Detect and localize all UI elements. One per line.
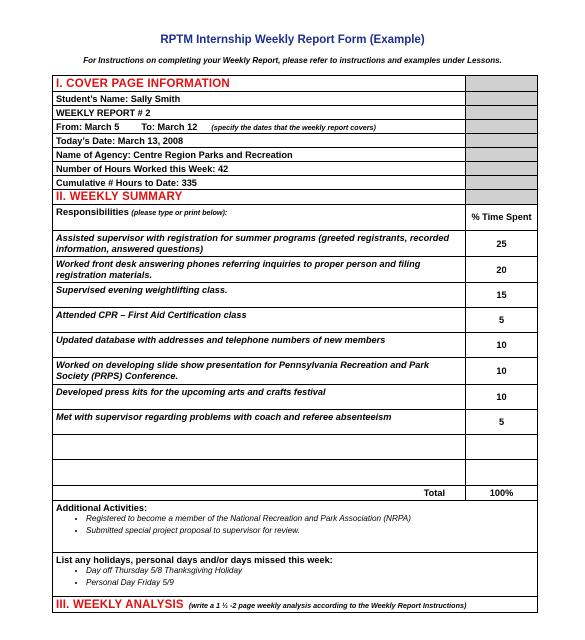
cover-heading-cell [53, 76, 466, 92]
weekly-report-number-field[interactable]: WEEKLY REPORT # 2 [53, 106, 466, 120]
responsibilities-header [53, 205, 466, 231]
agency-name-field[interactable]: Name of Agency: Centre Region Parks and Recreation [53, 148, 466, 162]
responsibility-cell[interactable]: Attended CPR – First Aid Certification class [53, 308, 466, 333]
responsibility-cell[interactable]: Met with supervisor regarding problems with coach and referee absenteeism [53, 410, 466, 435]
responsibility-cell[interactable]: Supervised evening weightlifting class. [53, 283, 466, 308]
percent-time-header: % Time Spent [466, 205, 538, 231]
percent-cell[interactable]: 10 [466, 333, 538, 358]
report-form-table [52, 75, 538, 613]
responsibilities-label: Responsibilities [56, 207, 129, 218]
percent-cell[interactable]: 10 [466, 358, 538, 385]
total-value: 100% [466, 486, 538, 501]
form-instructions: For Instructions on completing your Weekly Report, please refer to instructions and examples under Lessons. [83, 56, 502, 65]
percent-cell[interactable]: 5 [466, 410, 538, 435]
cover-heading: I. COVER PAGE INFORMATION [56, 77, 230, 90]
to-date: To: March 12 [141, 121, 198, 132]
percent-cell[interactable] [466, 435, 538, 460]
gray-cell [466, 120, 538, 134]
responsibility-cell[interactable]: Assisted supervisor with registration for summer programs (greeted registrants, recorded information, answered questions) [53, 231, 466, 257]
percent-cell[interactable]: 15 [466, 283, 538, 308]
percent-cell[interactable]: 25 [466, 231, 538, 257]
gray-cell [466, 162, 538, 176]
responsibility-cell[interactable] [53, 460, 466, 486]
additional-activities-list [56, 513, 534, 537]
percent-cell[interactable] [466, 460, 538, 486]
responsibility-cell[interactable] [53, 435, 466, 460]
todays-date-field[interactable]: Today’s Date: March 13, 2008 [53, 134, 466, 148]
summary-heading: II. WEEKLY SUMMARY [56, 191, 183, 203]
total-label: Total [53, 486, 466, 501]
gray-cell [466, 190, 538, 205]
responsibility-cell[interactable]: Worked on developing slide show presentation for Pennsylvania Recreation and Park Society (PRPS) Conference. [53, 358, 466, 385]
days-missed-list [56, 565, 534, 589]
additional-activities-label: Additional Activities: [56, 503, 148, 513]
cumulative-hours-field[interactable]: Cumulative # Hours to Date: 335 [53, 176, 466, 190]
gray-cell [466, 106, 538, 120]
date-range-field[interactable] [53, 120, 466, 134]
list-item: • Registered to become a member of the National Recreation and Park Association (NRPA) [86, 513, 534, 525]
gray-cell [466, 76, 538, 92]
summary-heading-cell [53, 190, 466, 205]
percent-cell[interactable]: 20 [466, 257, 538, 283]
gray-cell [466, 92, 538, 106]
list-item: • Day off Thursday 5/8 Thanksgiving Holiday [86, 565, 534, 577]
days-missed-label: List any holidays, personal days and/or days missed this week: [56, 555, 333, 565]
list-item: • Personal Day Friday 5/9 [86, 577, 534, 589]
gray-cell [466, 134, 538, 148]
responsibility-cell[interactable]: Developed press kits for the upcoming arts and crafts festival [53, 385, 466, 410]
responsibility-cell[interactable]: Updated database with addresses and telephone numbers of new members [53, 333, 466, 358]
analysis-heading: III. WEEKLY ANALYSIS [56, 598, 184, 611]
gray-cell [466, 176, 538, 190]
list-item: • Submitted special project proposal to supervisor for review. [86, 525, 534, 537]
gray-cell [466, 148, 538, 162]
hours-this-week-field[interactable]: Number of Hours Worked this Week: 42 [53, 162, 466, 176]
analysis-heading-cell [53, 597, 538, 613]
percent-cell[interactable]: 5 [466, 308, 538, 333]
days-missed-block[interactable] [53, 553, 538, 597]
form-title: RPTM Internship Weekly Report Form (Example) [160, 34, 425, 46]
responsibility-cell[interactable]: Worked front desk answering phones referring inquiries to proper person and filing registration materials. [53, 257, 466, 283]
student-name-field[interactable]: Student’s Name: Sally Smith [53, 92, 466, 106]
responsibilities-note: (please type or print below): [131, 208, 228, 217]
additional-activities-block[interactable] [53, 501, 538, 553]
dates-note: (specify the dates that the weekly report covers) [211, 122, 376, 132]
analysis-note: (write a 1 ½ -2 page weekly analysis according to the Weekly Report Instructions) [188, 600, 467, 610]
percent-cell[interactable]: 10 [466, 385, 538, 410]
from-date: From: March 5 [56, 121, 120, 132]
